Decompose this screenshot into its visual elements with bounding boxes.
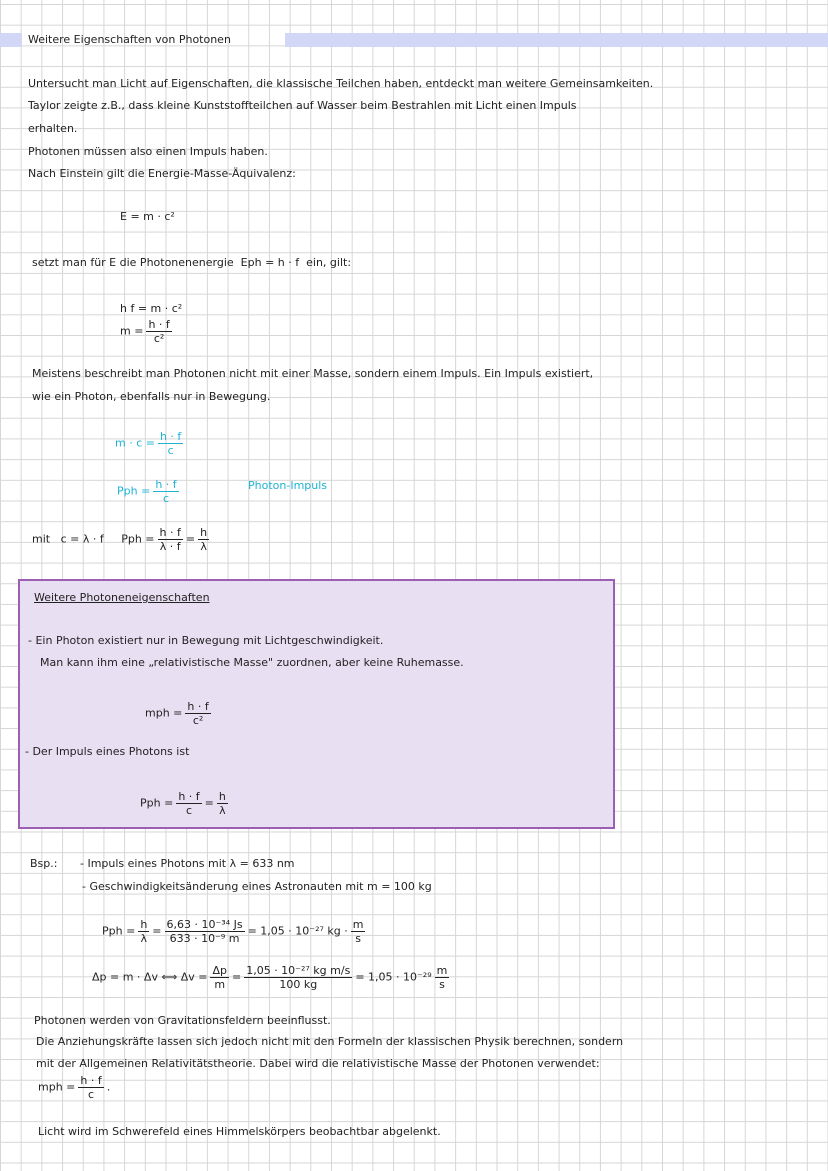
lhs: Pph = [117,484,151,498]
eph: Eph = h · f [240,256,300,269]
substitution-line [32,256,351,269]
text-line: Meistens beschreibt man Photonen nicht mit einer Masse, sondern einem Impuls. Ein Impuls existiert, [32,367,594,380]
num: Δp [212,964,227,977]
num: h · f [155,478,177,491]
num: h · f [148,318,170,331]
num: m [352,918,364,931]
lhs: mph = [145,706,183,720]
lhs: Pph = [102,924,136,938]
lhs: Pph = [140,796,174,810]
fraction [153,478,178,505]
text: setzt man für E die Photonenenergie [32,256,234,269]
photon-impuls-label: Photon-Impuls [248,479,328,492]
fraction [210,964,229,991]
text-line: Die Anziehungskräfte lassen sich jedoch nicht mit den Formeln der klassischen Physik berechnen, sondern [36,1035,624,1048]
den: c [167,444,174,457]
den: λ [219,804,226,817]
equation: h f = m · c² [120,302,183,315]
intro-line: Untersucht man Licht auf Eigenschaften, die klassische Teilchen haben, entdeckt man weitere Gemeinsamkeiten. [28,77,654,90]
fraction [185,700,210,727]
fraction [244,964,352,991]
den: c² [192,714,204,727]
equation-mph-end: mph = $\frac{h \cdot f}{c}$ . [38,1074,111,1101]
den: c² [153,332,165,345]
page-title: Weitere Eigenschaften von Photonen [28,33,231,46]
equation-emc2: E = m · c² [120,210,175,223]
text-line: Licht wird im Schwerefeld eines Himmelskörpers beobachtbar abgelenkt. [38,1125,441,1138]
result: = 1,05 · 10⁻²⁹ [355,970,432,984]
equation-mph [145,700,214,727]
bsp-item: - Geschwindigkeitsänderung eines Astronauten mit m = 100 kg [82,880,432,893]
num: h [218,790,226,803]
c-eq: c = λ · f [60,532,104,546]
num: h [200,526,208,539]
intro-line: erhalten. [28,122,78,135]
intro-line: Taylor zeigte z.B., dass kleine Kunststoffteilchen auf Wasser beim Bestrahlen mit Licht einen Impuls [28,99,577,112]
den: λ [140,932,148,945]
lhs: m · c = [115,436,155,450]
intro-line: Nach Einstein gilt die Energie-Masse-Äquivalenz: [28,167,296,180]
title-highlight [285,33,828,47]
num: h · f [178,790,200,803]
num: h · f [159,430,182,443]
num: 6,63 · 10⁻³⁴ Js [166,918,243,931]
bsp-item: - Impuls eines Photons mit λ = 633 nm [80,857,295,870]
den: λ · f [159,540,181,553]
box-line: - Ein Photon existiert nur in Bewegung mit Lichtgeschwindigkeit. [28,634,384,647]
mit-line: mit c = λ · f Pph = $\frac{h \cdot f}{\lambda \cdot f}$ = $\frac{h}{\lambda}$ [32,526,208,553]
den: s [355,932,361,945]
equation-mc [115,430,186,457]
box-title: Weitere Photoneneigenschaften [34,591,210,604]
box-line: - Der Impuls eines Photons ist [25,745,190,758]
fraction [351,918,366,945]
properties-box [18,579,615,829]
text: ein, gilt: [306,256,352,269]
fraction [158,430,183,457]
den: 633 · 10⁻⁹ m [169,932,240,945]
den: c [185,804,193,817]
num: h · f [187,700,209,713]
fraction [78,1074,103,1101]
calc-pph: Pph = $\frac{h}{\lambda}$ = $\frac{\text{6,63 · 10⁻³⁴ Js}}{\text{633 · 10⁻⁹ m}}$ = 1,05 · 10⁻²⁷ kg · $\frac{m}{s}$ [102,918,364,945]
intro-line: Photonen müssen also einen Impuls haben. [28,145,268,158]
lhs: Pph = [121,532,155,546]
bsp-label: Bsp.: [30,857,58,870]
den: m [214,978,226,991]
text-line: mit der Allgemeinen Relativitätstheorie. Dabei wird die relativistische Masse der Photonen verwendet: [36,1057,600,1070]
equation-pph-box: Pph = $\frac{h \cdot f}{c}$ = $\frac{h}{\lambda}$ [140,790,226,817]
equation-pph [117,478,182,505]
den: s [439,978,445,991]
calc-dv: Δp = m · Δv ⟺ Δv = $\frac{\Delta p}{m}$ = $\frac{\text{1,05 · 10⁻²⁷ kg m/s}}{100 kg}$ = 1,05 · 10⁻²⁹ $\frac{m}{s}$ [92,964,448,991]
equation-mass [120,318,175,345]
den: 100 kg [279,978,318,991]
fraction [146,318,171,345]
den: λ [200,540,207,553]
fraction [198,526,209,553]
text-line: wie ein Photon, ebenfalls nur in Bewegung. [32,390,271,403]
fraction [158,526,183,553]
num: h · f [80,1074,102,1087]
den: c [162,492,170,505]
lhs: m = [120,324,144,338]
title-highlight [0,33,22,47]
fraction [165,918,245,945]
num: 1,05 · 10⁻²⁷ kg m/s [246,964,351,977]
lhs: Δp = m · Δv ⟺ Δv = [92,970,208,984]
fraction [138,918,149,945]
text: mit [32,532,51,546]
box-line: Man kann ihm eine „relativistische Masse" zuordnen, aber keine Ruhemasse. [40,656,464,669]
fraction [176,790,201,817]
num: h · f [159,526,181,539]
text-line: Photonen werden von Gravitationsfeldern beeinflusst. [34,1014,331,1027]
fraction [217,790,228,817]
den: c [88,1088,95,1101]
result: = 1,05 · 10⁻²⁷ kg · [247,924,348,938]
lhs: mph = [38,1080,76,1094]
num: m [436,964,448,977]
num: h [140,918,148,931]
fraction [435,964,450,991]
